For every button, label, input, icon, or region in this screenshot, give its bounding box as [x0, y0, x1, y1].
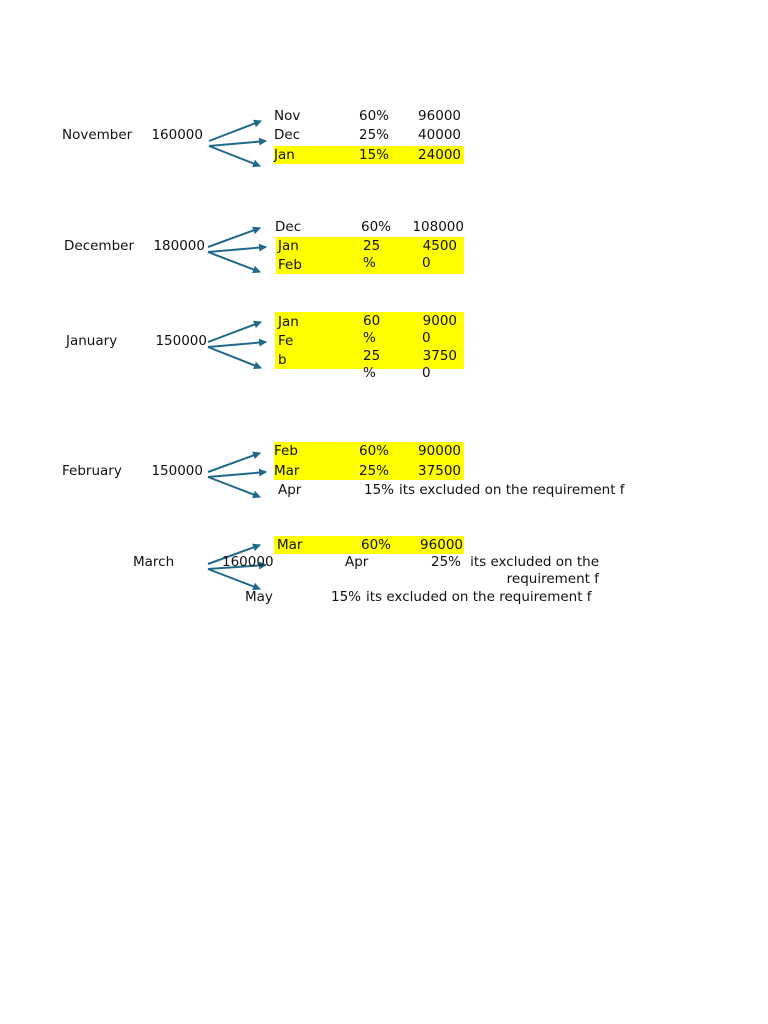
- january-month-label: January: [66, 333, 118, 349]
- arrow-february-2: [208, 472, 266, 477]
- january-line-2-pct: %: [363, 330, 376, 346]
- january-line-1-value: 9000: [422, 313, 457, 329]
- march-row-3-month: May: [245, 589, 273, 605]
- march-row-3-note: its excluded on the requirement f: [366, 589, 592, 605]
- arrow-february-3: [208, 477, 260, 497]
- december-row-3-pct: %: [363, 255, 376, 271]
- february-row-2-value: 37500: [418, 463, 461, 479]
- december-row-2-value: 4500: [422, 238, 457, 254]
- december-row-1-month: Dec: [275, 219, 302, 235]
- november-row-3-value: 24000: [418, 147, 461, 163]
- february-row-3-note: its excluded on the requirement f: [399, 482, 625, 498]
- january-line-2-value: 0: [422, 330, 431, 346]
- february-row-1-month: Feb: [274, 443, 298, 459]
- january-line-3-pct: 25: [363, 348, 381, 364]
- november-row-1-value: 96000: [418, 108, 461, 124]
- march-row-3-pct: 15%: [330, 589, 361, 605]
- march-row-1-month: Mar: [277, 537, 303, 553]
- arrow-january-3: [208, 347, 261, 368]
- december-amount: 180000: [153, 238, 205, 254]
- arrow-march-3: [208, 569, 260, 589]
- december-row-3-value: 0: [422, 255, 431, 271]
- february-row-1-value: 90000: [418, 443, 461, 459]
- november-row-1-pct: 60%: [358, 108, 389, 124]
- march-row-1-pct: 60%: [360, 537, 391, 553]
- arrow-january-1: [208, 322, 261, 342]
- january-amount: 150000: [155, 333, 207, 349]
- march-row-2-pct: 25%: [430, 554, 461, 570]
- march-row-2-month: Apr: [345, 554, 369, 570]
- december-row-3-month: Feb: [278, 257, 302, 273]
- arrow-november-1: [209, 121, 261, 141]
- arrow-december-2: [208, 247, 266, 252]
- arrow-february-1: [208, 453, 260, 472]
- arrow-december-3: [208, 252, 260, 272]
- february-row-2-pct: 25%: [358, 463, 389, 479]
- february-row-3-month: Apr: [278, 482, 302, 498]
- january-line-4-value: 0: [422, 365, 431, 381]
- december-row-2-pct: 25: [363, 238, 381, 254]
- arrow-november-2: [209, 141, 266, 146]
- january-line-1-pct: 60: [363, 313, 381, 329]
- march-amount: 160000: [222, 554, 274, 570]
- february-row-3-pct: 15%: [363, 482, 394, 498]
- november-amount: 160000: [151, 127, 203, 143]
- february-row-1-pct: 60%: [358, 443, 389, 459]
- december-row-2-month: Jan: [278, 238, 299, 254]
- february-row-2-month: Mar: [274, 463, 300, 479]
- november-row-3-month: Jan: [274, 147, 295, 163]
- march-row-1-value: 96000: [420, 537, 463, 553]
- november-row-2-pct: 25%: [358, 127, 389, 143]
- november-row-1-month: Nov: [274, 108, 301, 124]
- march-row-2-note-line-1: its excluded on the: [470, 554, 599, 570]
- december-row-1-pct: 60%: [360, 219, 391, 235]
- january-line-2-month: Fe: [278, 333, 294, 349]
- november-row-3-pct: 15%: [358, 147, 389, 163]
- arrow-december-1: [208, 228, 260, 247]
- december-row-1-value: 108000: [412, 219, 464, 235]
- january-line-3-value: 3750: [422, 348, 457, 364]
- february-amount: 150000: [151, 463, 203, 479]
- february-month-label: February: [62, 463, 122, 479]
- january-line-1-month: Jan: [278, 314, 299, 330]
- november-row-2-value: 40000: [418, 127, 461, 143]
- march-row-2-note-line-2: requirement f: [506, 571, 599, 587]
- december-month-label: December: [64, 238, 135, 254]
- arrow-january-2: [208, 342, 266, 347]
- arrow-november-3: [209, 146, 260, 166]
- january-cell-group: [275, 312, 464, 381]
- november-month-label: November: [62, 127, 133, 143]
- january-line-3-month: b: [278, 352, 287, 368]
- january-line-4-pct: %: [363, 365, 376, 381]
- march-month-label: March: [133, 554, 175, 570]
- november-row-2-month: Dec: [274, 127, 301, 143]
